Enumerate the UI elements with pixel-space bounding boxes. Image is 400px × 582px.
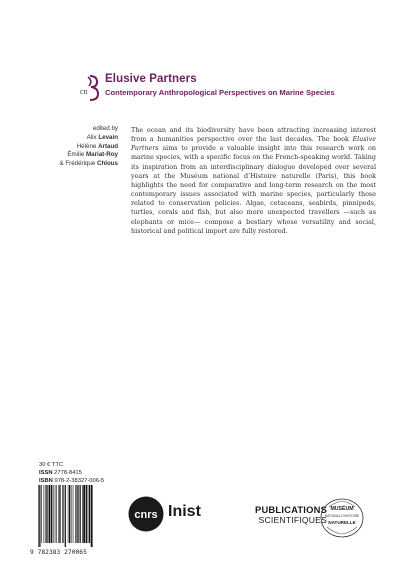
editor-name: Émilie Mariat-Roy — [67, 151, 118, 159]
book-subtitle: Contemporary Anthropological Perspectives on Marine Species — [105, 88, 335, 97]
barcode-bar — [82, 485, 83, 543]
svg-text:cn: cn — [80, 87, 88, 96]
editor-name: Hélène Artaud — [76, 142, 118, 150]
editors-intro: edited by — [92, 125, 118, 132]
museum-seal-icon — [319, 497, 365, 539]
barcode-bar — [44, 485, 45, 543]
barcode-bar — [89, 485, 90, 543]
barcode-bar — [62, 485, 63, 543]
barcode-bar — [88, 485, 89, 543]
barcode-digits: 9 782383 270065 — [30, 549, 87, 556]
barcode-bar — [47, 485, 48, 543]
barcode-bar — [39, 485, 40, 547]
svg-text:MUSÉUM: MUSÉUM — [330, 506, 354, 512]
publications-scientifiques-logo: PUBLICATIONS SCIENTIFIQUES — [255, 504, 328, 525]
barcode-bar — [78, 485, 79, 543]
barcode-bar — [60, 485, 61, 543]
barcode-bar — [45, 485, 46, 543]
barcode-bar — [71, 485, 72, 543]
barcode-bar — [76, 485, 77, 543]
price-block — [39, 461, 104, 485]
book-title-italic: Elusive Partners — [131, 135, 376, 153]
editor-name: & Frédérique Chlous — [59, 160, 118, 168]
barcode-bar — [86, 485, 87, 543]
barcode-bar — [41, 485, 42, 543]
barcode-bar — [83, 485, 85, 543]
editors-block — [40, 125, 118, 169]
barcode-bar — [80, 485, 81, 543]
barcode-bar — [68, 485, 69, 543]
barcode-bar — [73, 485, 74, 543]
inist-logo-text: Inist — [168, 503, 201, 520]
series-logo-icon — [80, 73, 102, 101]
isbn: ISBN 978-2-38327-006-5 — [39, 478, 105, 484]
barcode-bar — [69, 485, 70, 543]
barcode-bar — [53, 485, 54, 543]
cnrs-logo — [128, 496, 164, 532]
barcode-bar — [63, 485, 64, 543]
back-cover-blurb: The ocean and its biodiversity have been attracting increasing interest from a humanities perspective over the last decades. The book Elusive Partners aims to provide a valuable insight into this research work on marine species, with a specific focus on the French-speaking world. Taking its inspiration from an interdisciplinary dialogue developed over several years at the Muséum national d’Histoire naturelle (Paris), this book highlights the need for comparative and long-term research on the most contemporary issues associated with marine species, particularly those related to conservation policies. Algae, cetaceans, seabirds, pinnipeds, turtles, corals and fish, but also more unexpected travellers —such as elephants or mice— compose a bestiary whose versatility and social, historical and political import are fully restored. — [131, 126, 376, 235]
barcode-bar — [58, 485, 59, 543]
barcode-bar — [51, 485, 52, 543]
svg-text:cnrs: cnrs — [134, 509, 158, 521]
issn: ISSN 2778-8415 — [39, 470, 82, 476]
barcode-bar — [75, 485, 76, 543]
barcode-bar — [91, 485, 93, 547]
svg-text:NATURELLE: NATURELLE — [328, 520, 356, 525]
barcode-bar — [49, 485, 51, 543]
price: 30 € TTC — [39, 462, 64, 468]
svg-text:NATIONAL D'HISTOIRE: NATIONAL D'HISTOIRE — [324, 514, 360, 518]
barcode — [36, 485, 121, 547]
barcode-bar — [65, 485, 66, 547]
barcode-bar — [55, 485, 56, 543]
barcode-bar — [56, 485, 57, 543]
book-title: Elusive Partners — [105, 73, 197, 85]
barcode-bar — [38, 485, 39, 547]
editor-name: Alix Levain — [86, 133, 118, 141]
